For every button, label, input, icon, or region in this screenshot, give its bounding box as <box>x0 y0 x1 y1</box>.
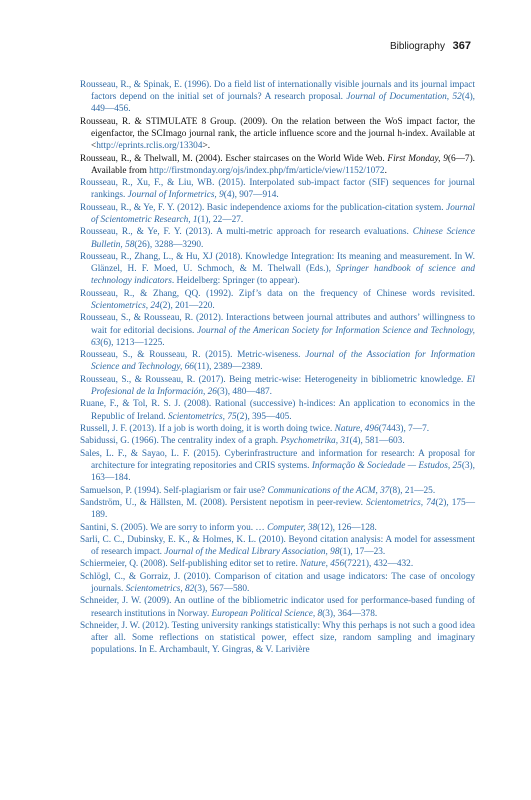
reference-entry <box>80 202 475 226</box>
reference-entry <box>80 522 475 534</box>
reference-entry <box>80 251 475 288</box>
reference-entry <box>80 571 475 595</box>
reference-text: Rousseau, R., & Ye, F. Y. (2012). Basic independence axioms for the publication-citation system. <box>80 202 447 213</box>
reference-text: (7221), 432—432. <box>344 559 414 570</box>
reference-entry <box>80 288 475 312</box>
reference-entry <box>80 534 475 558</box>
reference-entry <box>80 153 475 177</box>
reference-entry <box>80 485 475 497</box>
reference-source: Nature, 496 <box>334 423 379 434</box>
reference-text: Rousseau, R., Xu, F., & Liu, WB. (2015). Interpolated sub-impact factor (SIF) sequences for journal rankings. <box>80 178 475 201</box>
reference-text: Rousseau, S., & Rousseau, R. (2017). Being metric-wise: Heterogeneity in bibliometric knowledge. <box>80 374 467 385</box>
page-header <box>0 38 531 54</box>
reference-text: Samuelson, P. (1994). Self-plagiarism or fair use? <box>80 485 268 496</box>
reference-text: (12), 126—128. <box>317 522 377 533</box>
reference-text: (2), 201—220. <box>159 300 215 311</box>
reference-entry <box>80 349 475 373</box>
reference-entry <box>80 312 475 349</box>
reference-source: Informação & Sociedade — Estudos, 25 <box>311 460 462 471</box>
reference-source: European Political Science, 8 <box>211 608 323 619</box>
reference-source: First Monday, 9 <box>387 153 448 164</box>
reference-entry <box>80 595 475 619</box>
reference-source: Chinese Science Bulletin, 58 <box>91 227 475 250</box>
reference-entry <box>80 374 475 398</box>
reference-entry <box>80 448 475 485</box>
reference-source: Scientometrics, 74 <box>366 497 436 508</box>
reference-text: Rousseau, R., Zhang, L., & Hu, XJ (2018). Knowledge Integration: Its meaning and measurement. In W. Glänzel, H. F. Moed, U. Schmoch, & M. Thelwall (Eds.), <box>80 251 475 275</box>
reference-entry <box>80 497 475 521</box>
reference-entry <box>80 79 475 116</box>
reference-text: Ruane, F., & Tol, R. S. J. (2008). Rational (successive) h-indices: An application to economics in the Republic of Ireland. <box>80 399 475 422</box>
reference-entry <box>80 226 475 250</box>
reference-text: (3), 364—378. <box>322 608 378 619</box>
reference-source: El Profesional de la Información, 26 <box>91 374 475 397</box>
reference-text: (7443), 7—7. <box>378 423 430 434</box>
reference-text: Sales, L. F., & Sayao, L. F. (2015). Cyberinfrastructure and information for research: A proposal for architecture for integrating repositories and CRIS systems. <box>80 448 475 471</box>
reference-source: Journal of Informetrics, 9 <box>127 190 224 201</box>
reference-source: Computer, 38 <box>267 522 318 533</box>
reference-text: . Heidelberg: Springer (to appear). <box>171 276 300 287</box>
reference-text: Rousseau, R., & Spinak, E. (1996). Do a field list of internationally visible journals and its journal impact factors depend on the initial set of journals? A research proposal. <box>80 80 475 103</box>
reference-entry <box>80 620 475 657</box>
reference-entry <box>80 558 475 570</box>
reference-text: Sarli, C. C., Dubinsky, E. K., & Holmes, K. L. (2010). Beyond citation analysis: A model for assessment of research impact. <box>80 534 475 558</box>
reference-text: Rousseau, R. & STIMULATE 8 Group. (2009). On the relation between the WoS impact factor, the eigenfactor, the SCImago journal rank, the article influence score and the journal h-index. Available at < <box>80 116 475 152</box>
reference-source: Journal of the Medical Library Association, 98 <box>164 547 340 558</box>
reference-text: Sabidussi, G. (1966). The centrality index of a graph. <box>80 436 281 447</box>
reference-source: Scientometrics, 82 <box>125 584 195 595</box>
reference-url-link[interactable]: http://firstmonday.org/ojs/index.php/fm/article/view/1152/1072 <box>149 165 385 176</box>
reference-entry <box>80 177 475 201</box>
reference-text: (8), 21—25. <box>389 485 436 496</box>
reference-text: Schiermeier, Q. (2008). Self-publishing editor set to retire. <box>80 559 301 570</box>
reference-text: Santini, S. (2005). We are sorry to inform you. … <box>80 522 268 533</box>
reference-source: Scientometrics, 75 <box>167 411 237 422</box>
reference-text: Schlögl, C., & Gorraiz, J. (2010). Comparison of citation and usage indicators: The case of oncology journals. <box>80 571 475 595</box>
reference-source: Springer handbook of science and technology indicators <box>91 264 475 287</box>
reference-entry <box>80 116 475 153</box>
reference-text: (6—7). Available from <box>91 153 475 176</box>
reference-text: (2), 175—189. <box>91 497 475 521</box>
reference-text: Rousseau, S., & Rousseau, R. (2015). Metric-wiseness. <box>80 350 306 361</box>
reference-url-link[interactable]: http://eprints.rclis.org/13304 <box>96 141 203 152</box>
reference-source: Journal of the American Society for Information Science and Technology, 63 <box>91 325 476 348</box>
reference-text: Russell, J. F. (2013). If a job is worth doing, it is worth doing twice. <box>80 423 335 434</box>
bibliography-list <box>80 79 475 657</box>
reference-source: Journal of Scientometric Research, 1 <box>91 202 475 225</box>
reference-text: (4), 581—603. <box>349 436 405 447</box>
page-number: 367 <box>452 40 471 52</box>
reference-text: (1), 17—23. <box>339 547 386 558</box>
reference-text: Rousseau, S., & Rousseau, R. (2012). Interactions between journal attributes and authors’ willingness to wait for editorial decisions. <box>80 313 475 336</box>
reference-text: Rousseau, R., & Ye, F. Y. (2013). A multi-metric approach for research evaluations. <box>80 227 413 238</box>
reference-source: Psychometrika, 31 <box>280 436 350 447</box>
reference-entry <box>80 423 475 435</box>
reference-text: (11), 2389—2389. <box>193 362 263 373</box>
reference-text: Rousseau, R., & Zhang, QQ. (1992). Zipf’s data on the frequency of Chinese words revisited. <box>80 288 475 299</box>
reference-source: Scientometrics, 24 <box>91 300 160 311</box>
reference-text: (4), 449—456. <box>91 92 475 115</box>
reference-text: . <box>384 165 387 176</box>
reference-text: Schneider, J. W. (2012). Testing university rankings statistically: Why this perhaps is not such a good idea after all. Some reflections on statistical power, effect size, random sampling and imaginary populations. In E. Archambault, Y. Gingras, & V. Larivière <box>80 621 475 656</box>
reference-entry <box>80 398 475 422</box>
reference-text: (3), 480—487. <box>216 386 272 397</box>
reference-text: (4), 907—914. <box>223 190 279 201</box>
reference-entry <box>80 435 475 447</box>
reference-text: (3), 163—184. <box>91 460 475 484</box>
reference-text: Rousseau, R., & Thelwall, M. (2004). Escher staircases on the World Wide Web. <box>80 153 388 164</box>
reference-text: (6), 1213—1225. <box>100 337 165 348</box>
reference-text: (1), 22—27. <box>197 214 244 225</box>
reference-text: Schneider, J. W. (2009). An outline of the bibliometric indicator used for performance-based funding of research institutions in Norway. <box>80 596 475 619</box>
reference-text: (26), 3288—3290. <box>134 239 204 250</box>
reference-source: Nature, 456 <box>300 559 345 570</box>
reference-text: >. <box>202 141 211 152</box>
reference-source: Communications of the ACM, 37 <box>267 485 390 496</box>
reference-source: Journal of Documentation, 52 <box>346 92 462 103</box>
reference-source: Journal of the Association for Information Science and Technology, 66 <box>91 350 475 373</box>
reference-text: (2), 395—405. <box>236 411 292 422</box>
running-title: Bibliography <box>389 41 445 52</box>
reference-text: (3), 567—580. <box>194 584 250 595</box>
reference-text: Sandström, U., & Hällsten, M. (2008). Persistent nepotism in peer-review. <box>80 497 367 508</box>
